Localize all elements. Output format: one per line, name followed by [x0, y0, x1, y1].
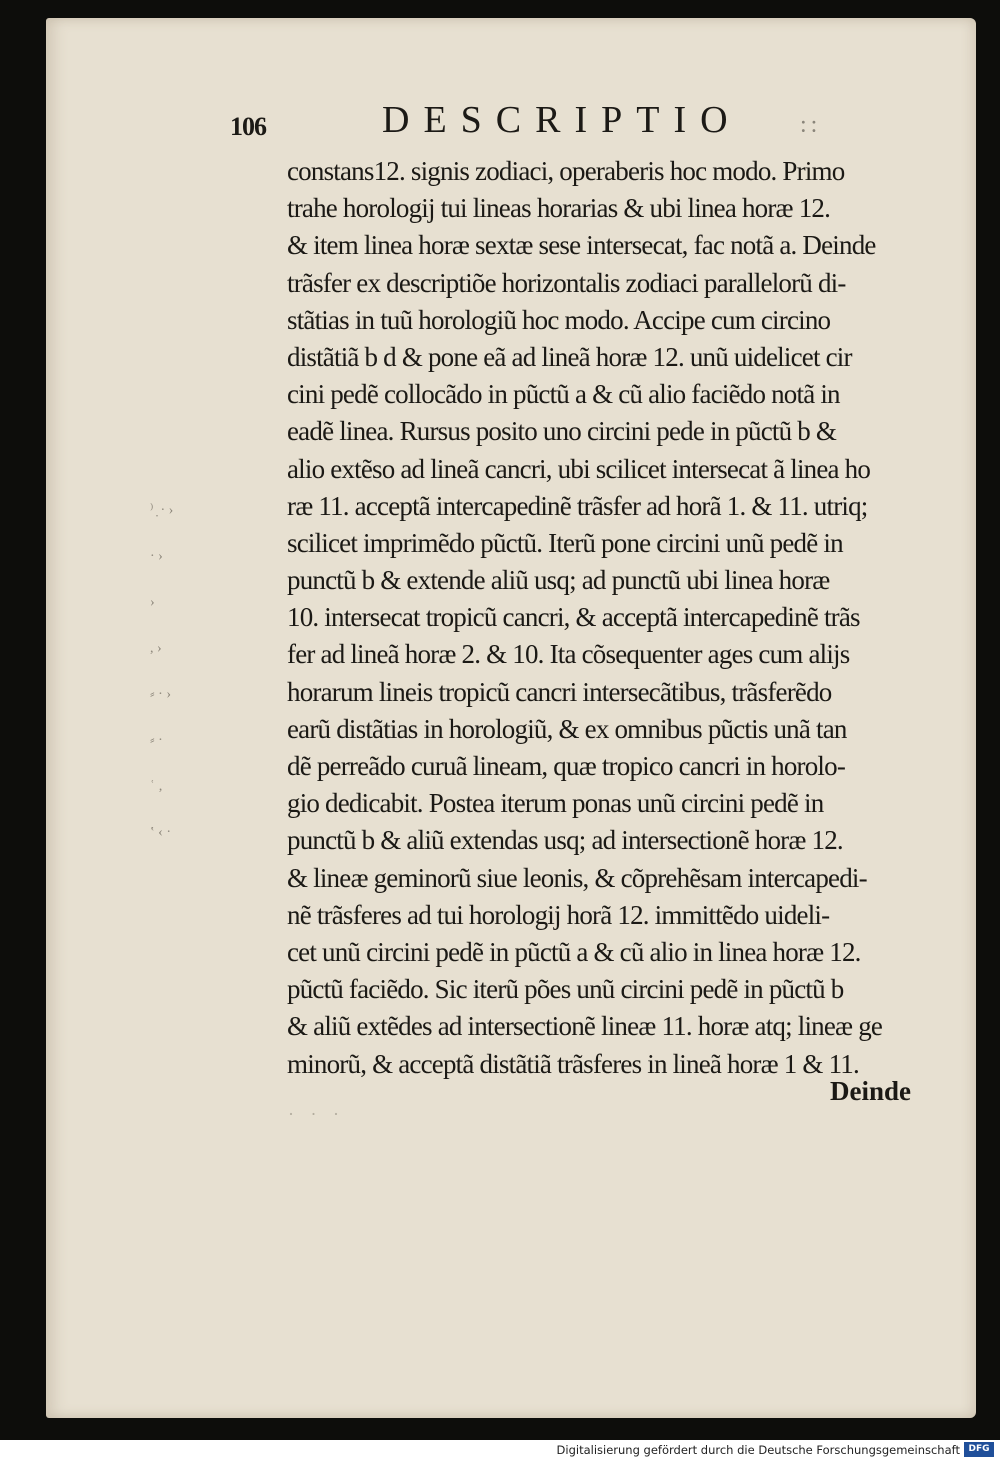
head-ornament-trace: ::	[800, 112, 822, 138]
text-line: pũctũ faciẽdo. Sic iterũ pões unũ circini pedẽ in pũctũ b	[287, 974, 844, 1005]
text-line: gio dedicabit. Postea iterum ponas unũ circini pedẽ in	[287, 788, 824, 819]
text-line: distãtiã b d & pone eã ad lineã horæ 12. unũ uidelicet cir	[287, 341, 852, 372]
text-line: cet unũ circini pedẽ in pũctũ a & cũ alio in linea horæ 12.	[287, 936, 861, 967]
text-line: minorũ, & acceptã distãtiã trãsferes in lineã horæ 1 & 11.	[287, 1048, 859, 1079]
text-line: trahe horologij tui lineas horarias & ubi linea horæ 12.	[287, 193, 831, 224]
text-line: nẽ trãsferes ad tui horologij horã 12. immittẽdo uideli-	[287, 899, 830, 930]
text-line: ræ 11. acceptã intercapedinẽ trãsfer ad horã 1. & 11. utriq;	[287, 490, 868, 521]
marginal-bleed-traces: ⁾ ̣ · › · › › , › ⸗ · › ⸗ · ʿ ‚ ‛ ‹ ·	[150, 503, 174, 840]
text-line: constans12. signis zodiaci, operaberis hoc modo. Primo	[287, 156, 845, 186]
dfg-logo-icon: DFG	[964, 1442, 994, 1457]
body-text	[287, 153, 947, 1083]
text-line: punctũ b & aliũ extendas usq; ad intersectionẽ horæ 12.	[287, 825, 843, 856]
catchword: Deinde	[830, 1076, 911, 1106]
text-line: & aliũ extẽdes ad intersectionẽ lineæ 11. horæ atq; lineæ ge	[287, 1011, 883, 1042]
running-head: DESCRIPTIO	[382, 99, 742, 141]
text-line: & item linea horæ sextæ sese intersecat, fac notã a. Deinde	[287, 230, 876, 261]
text-line: earũ distãtias in horologiũ, & ex omnibus pũctis unã tan	[287, 713, 847, 744]
text-line: 10. intersecat tropicũ cancri, & acceptã intercapedinẽ trãs	[287, 602, 860, 633]
text-line: trãsfer ex descriptiõe horizontalis zodiaci parallelorũ di-	[287, 267, 846, 298]
text-line: fer ad lineã horæ 2. & 10. Ita cõsequenter ages cum alijs	[287, 639, 850, 670]
text-line: & lineæ geminorũ siue leonis, & cõprehẽsam intercapedi-	[287, 862, 867, 893]
text-line: scilicet imprimẽdo pũctũ. Iterũ pone circini unũ pedẽ in	[287, 527, 843, 558]
text-line: horarum lineis tropicũ cancri intersecãtibus, trãsferẽdo	[287, 676, 832, 707]
text-line: cini pedẽ collocãdo in pũctũ a & cũ alio faciẽdo notã in	[287, 379, 840, 410]
footer-credit: Digitalisierung gefördert durch die Deutsche Forschungsgemeinschaft	[556, 1443, 960, 1457]
text-line: alio extẽso ad lineã cancri, ubi scilicet intersecat ã linea ho	[287, 453, 871, 484]
page-number: 106	[230, 112, 266, 141]
text-line: dẽ perreãdo curuã lineam, quæ tropico cancri in horolo-	[287, 751, 846, 781]
text-line: stãtias in tuũ horologiũ hoc modo. Accipe cum circino	[287, 304, 831, 335]
text-line: punctũ b & extende aliũ usq; ad punctũ ubi linea horæ	[287, 565, 830, 596]
text-line: eadẽ linea. Rursus posito uno circini pede in pũctũ b &	[287, 416, 837, 447]
offset-ink-trace: · · ·	[288, 1104, 345, 1124]
